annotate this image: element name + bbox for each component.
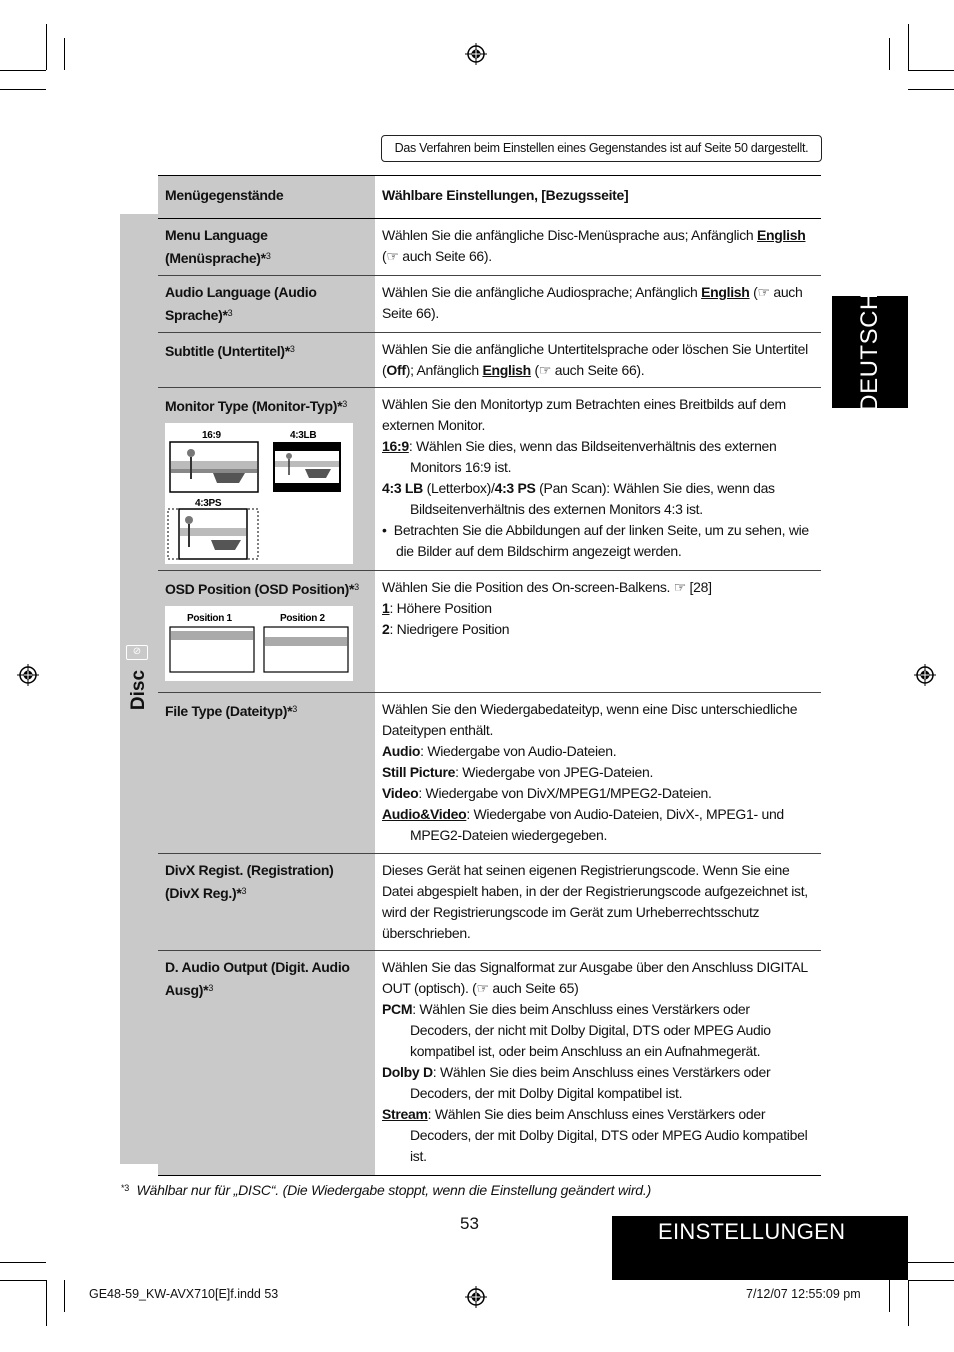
item-description: Wählen Sie die anfängliche Untertitelsprache oder löschen Sie Untertitel (Off); Anfänglich English (☞ auch Seite 66).: [375, 333, 821, 388]
monitor-type-figure: [165, 423, 353, 564]
slug-date: 7/12/07 12:55:09 pm: [746, 1287, 861, 1301]
registration-mark-icon: [465, 1286, 487, 1308]
crop-mark: [0, 1262, 46, 1263]
crop-mark: [908, 70, 954, 71]
fig-label-4-3ps: 4:3PS: [195, 498, 222, 509]
monitor-intro: Wählen Sie den Monitortyp zum Betrachten eines Breitbilds auf dem externen Monitor.: [382, 396, 786, 433]
item-description: Wählen Sie die anfängliche Audiosprache; Anfänglich English (☞ auch Seite 66).: [375, 276, 821, 333]
item-description: Wählen Sie die Position des On-screen-Balkens. ☞ [28] 1: Höhere Position 2: Niedrigere Position: [375, 571, 821, 693]
slug-file: GE48-59_KW-AVX710[E]f.indd 53: [89, 1287, 279, 1301]
table-row: [158, 951, 821, 1176]
section-label: Disc: [128, 669, 149, 711]
registration-mark-icon: [914, 664, 936, 686]
crop-mark: [889, 38, 890, 70]
table-row: [158, 854, 821, 951]
osd-position-figure: [165, 606, 353, 681]
language-tab-label: DEUTSCH: [856, 292, 883, 412]
crop-mark: [889, 1280, 890, 1312]
table-row: [158, 388, 821, 571]
section-tab: [612, 1216, 908, 1280]
item-description: Dieses Gerät hat seinen eigenen Registrierungscode. Wenn Sie eine Datei abgespielt haben, in der der Registrierungscode aufgezeichnet ist, wird der Registrierungscode im Gerät zum Urheberrechtsschutz überschrieben.: [375, 854, 821, 951]
crop-mark: [0, 89, 46, 90]
table-row: [158, 333, 821, 388]
registration-mark-icon: [465, 43, 487, 65]
crop-mark: [0, 1280, 46, 1281]
fig-label-16-9: 16:9: [202, 430, 221, 441]
item-name: Subtitle (Untertitel)*$^3$: [158, 333, 375, 388]
fig-label-position-2: Position 2: [280, 613, 325, 624]
settings-table: [158, 175, 821, 1176]
crop-mark: [64, 1280, 65, 1312]
crop-mark: [908, 1262, 954, 1263]
table-row: [158, 693, 821, 854]
registration-mark-icon: [17, 664, 39, 686]
crop-mark: [64, 38, 65, 70]
crop-mark: [908, 1280, 954, 1281]
table-header-row: [158, 176, 821, 219]
col-header-items: Menügegenstände: [158, 176, 375, 219]
item-name: Monitor Type (Monitor-Typ)*$^3$ 16:9 4:3LB 4:3PS: [158, 388, 375, 571]
item-description: Wählen Sie die anfängliche Disc-Menüsprache aus; Anfänglich English (☞ auch Seite 66).: [375, 219, 821, 276]
item-name: DivX Regist. (Registration) (DivX Reg.)*$^3$: [158, 854, 375, 951]
footnote: [121, 1182, 651, 1198]
table-row: [158, 276, 821, 333]
crop-mark: [46, 1280, 47, 1326]
fig-label-4-3lb: 4:3LB: [290, 430, 317, 441]
table-row: [158, 571, 821, 693]
item-name: Menu Language (Menüsprache)*$^3$: [158, 219, 375, 276]
disc-icon: ⊘: [126, 645, 148, 660]
item-description: Wählen Sie den Monitortyp zum Betrachten eines Breitbilds auf dem externen Monitor. 16:9: Wählen Sie dies, wenn das Bildseitenverhältnis des externen Monitors 16:9 ist. 4:3 LB (Letterbox)/4:3 PS (Pan Scan): Wählen Sie dies, wenn das Bildseitenverhältnis des externen Monitors 4:3 ist. • Betrachten Sie die Abbildungen auf der linken Seite, um zu sehen, wie die Bilder auf dem Bildschirm angezeigt werden.: [375, 388, 821, 571]
crop-mark: [908, 24, 909, 70]
item-name: D. Audio Output (Digit. Audio Ausg)*$^3$: [158, 951, 375, 1176]
page-number: 53: [460, 1214, 479, 1233]
table-row: [158, 219, 821, 276]
item-name: Audio Language (Audio Sprache)*$^3$: [158, 276, 375, 333]
item-name: File Type (Dateityp)*$^3$: [158, 693, 375, 854]
crop-mark: [908, 89, 954, 90]
crop-mark: [46, 24, 47, 70]
footnote-text: Wählbar nur für „DISC“. (Die Wiedergabe stoppt, wenn die Einstellung geändert wird.): [136, 1182, 652, 1198]
crop-mark: [0, 70, 46, 71]
fig-label-position-1: Position 1: [187, 613, 232, 624]
item-description: Wählen Sie den Wiedergabedateityp, wenn eine Disc unterschiedliche Dateitypen enthält. Audio: Wiedergabe von Audio-Dateien. Still Picture: Wiedergabe von JPEG-Dateien. Video: Wiedergabe von DivX/MPEG1/MPEG2-Dateien. Audio&Video: Wiedergabe von Audio-Dateien, DivX-, MPEG1- und MPEG2-Dateien wiedergegeben.: [375, 693, 821, 854]
col-header-settings: Wählbare Einstellungen, [Bezugsseite]: [375, 176, 821, 219]
language-tab: [832, 292, 908, 412]
footnote-mark: *3: [121, 1183, 130, 1193]
item-description: Wählen Sie das Signalformat zur Ausgabe über den Anschluss DIGITAL OUT (optisch). (☞ auch Seite 65) PCM: Wählen Sie dies beim Anschluss eines Verstärkers oder Decoders, der nicht mit Dolby Digital, DTS oder MPEG Audio kompatibel ist, oder beim Anschluss an ein Aufnahmegerät. Dolby D: Wählen Sie dies beim Anschluss eines Verstärkers oder Decoders, der mit Dolby Digital kompatibel ist. Stream: Wählen Sie dies beim Anschluss eines Verstärkers oder Decoders, der mit Dolby Digital, DTS oder MPEG Audio kompatibel ist.: [375, 951, 821, 1176]
section-tab-label: EINSTELLUNGEN: [658, 1219, 846, 1244]
item-name: OSD Position (OSD Position)*$^3$ Position 1 Position 2: [158, 571, 375, 693]
crop-mark: [908, 1280, 909, 1326]
header-note: Das Verfahren beim Einstellen eines Gegenstandes ist auf Seite 50 dargestellt.: [381, 135, 822, 162]
